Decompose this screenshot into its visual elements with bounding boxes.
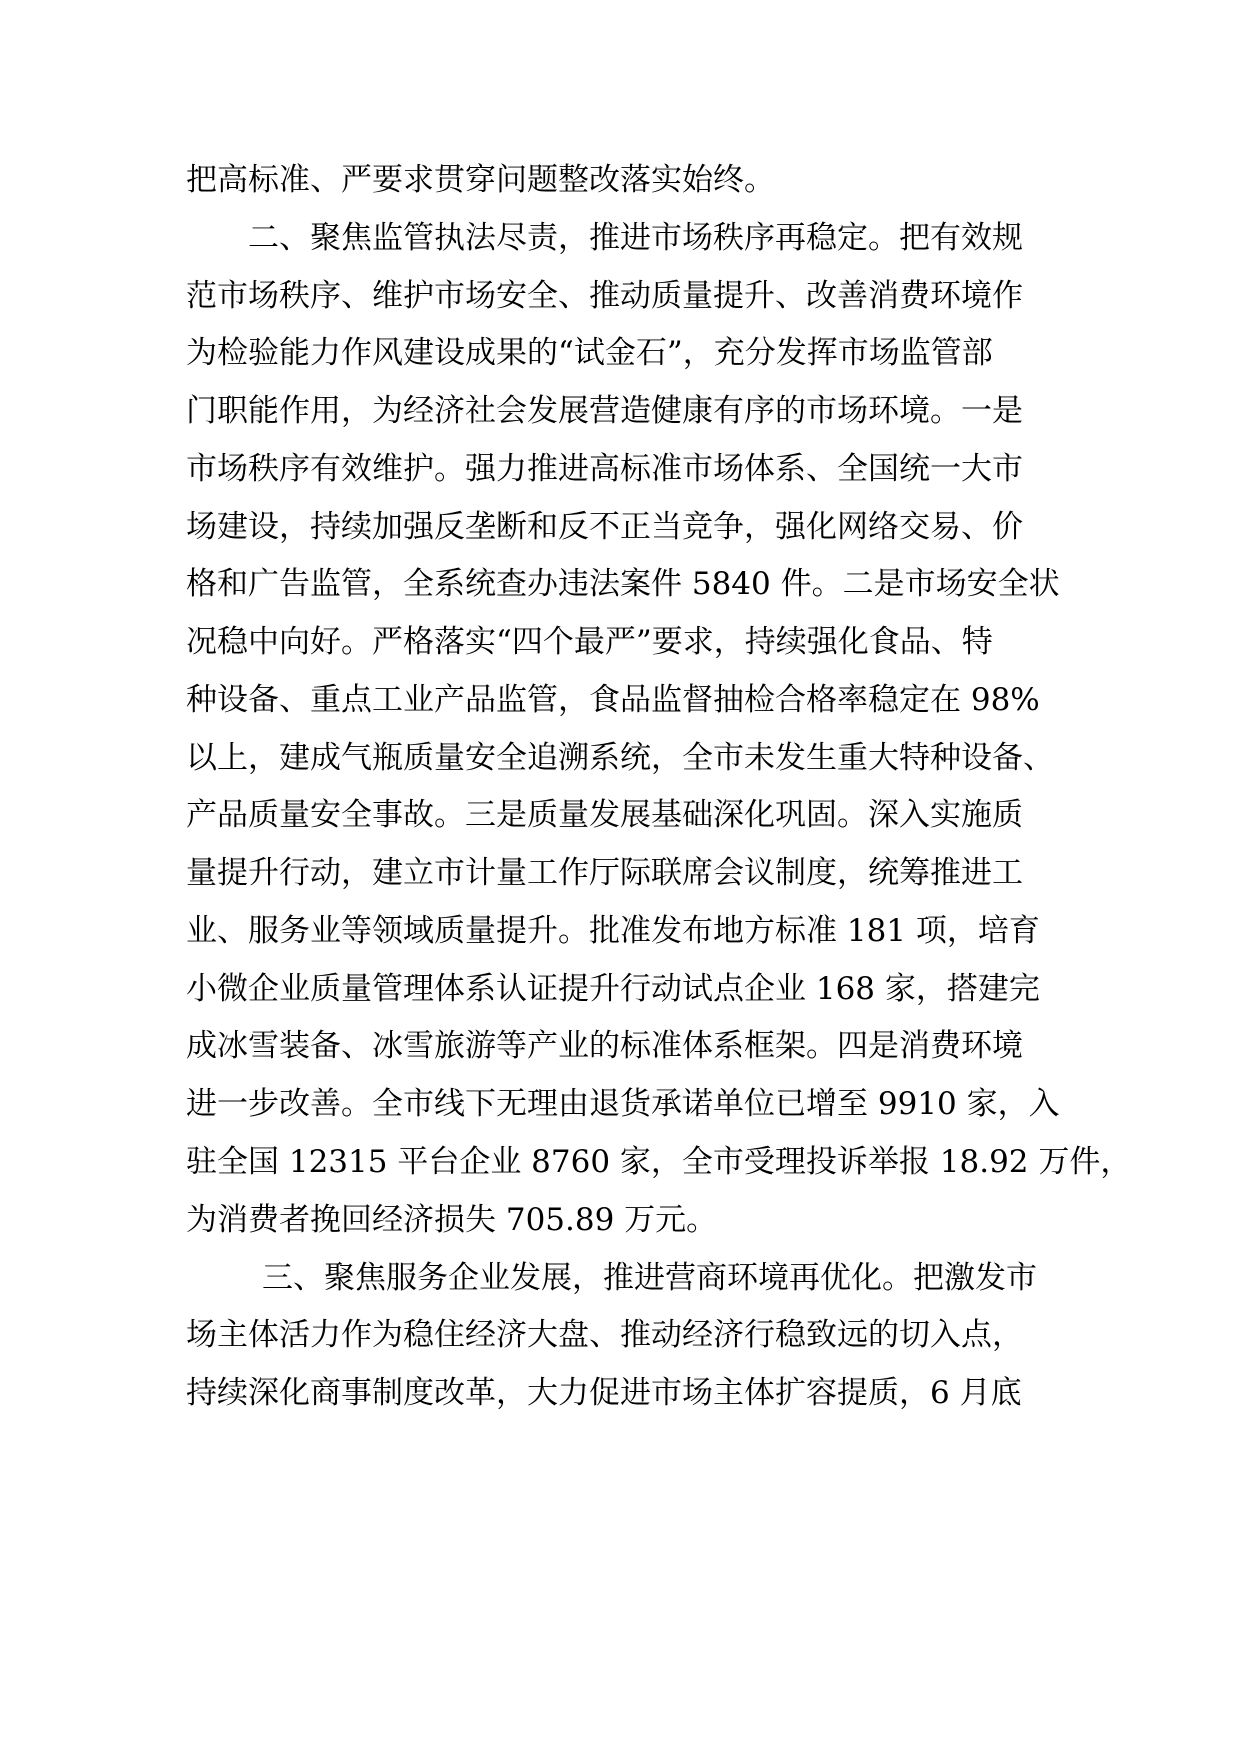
section-heading-2: 二、聚焦监管执法尽责，推进市场秩序再稳定。把有效规 xyxy=(248,220,1023,256)
text-line-8: 格和广告监管，全系统查办违法案件 5840 件。二是市场安全状 xyxy=(186,566,1060,602)
text-line-6: 市场秩序有效维护。强力推进高标准市场体系、全国统一大市 xyxy=(186,451,1023,487)
text-line-14: 业、服务业等领域质量提升。批准发布地方标准 181 项，培育 xyxy=(186,913,1040,949)
text-line-3: 范市场秩序、维护市场安全、推动质量提升、改善消费环境作 xyxy=(186,278,1023,314)
text-line-13: 量提升行动，建立市计量工作厅际联席会议制度，统筹推进工 xyxy=(186,855,1023,891)
text-line-1: 把高标准、严要求贯穿问题整改落实始终。 xyxy=(186,162,775,198)
text-line-5: 门职能作用，为经济社会发展营造健康有序的市场环境。一是 xyxy=(186,393,1023,429)
text-line-11: 以上，建成气瓶质量安全追溯系统，全市未发生重大特种设备、 xyxy=(186,740,1054,776)
text-line-15: 小微企业质量管理体系认证提升行动试点企业 168 家，搭建完 xyxy=(186,971,1040,1007)
text-line-4: 为检验能力作风建设成果的“试金石”，充分发挥市场监管部 xyxy=(186,335,993,371)
text-line-22: 持续深化商事制度改革，大力促进市场主体扩容提质，6 月底 xyxy=(186,1375,1022,1411)
text-line-12: 产品质量安全事故。三是质量发展基础深化巩固。深入实施质 xyxy=(186,797,1023,833)
text-line-16: 成冰雪装备、冰雪旅游等产业的标准体系框架。四是消费环境 xyxy=(186,1028,1023,1064)
text-line-18: 驻全国 12315 平台企业 8760 家，全市受理投诉举报 18.92 万件， xyxy=(186,1144,1132,1180)
text-line-10: 种设备、重点工业产品监管，食品监督抽检合格率稳定在 98% xyxy=(186,682,1040,718)
section-heading-3: 三、聚焦服务企业发展，推进营商环境再优化。把激发市 xyxy=(262,1260,1037,1296)
text-line-21: 场主体活力作为稳住经济大盘、推动经济行稳致远的切入点， xyxy=(186,1317,1023,1353)
text-line-7: 场建设，持续加强反垄断和反不正当竞争，强化网络交易、价 xyxy=(186,509,1023,545)
text-line-9: 况稳中向好。严格落实“四个最严”要求，持续强化食品、特 xyxy=(186,624,993,660)
text-line-17: 进一步改善。全市线下无理由退货承诺单位已增至 9910 家，入 xyxy=(186,1086,1060,1122)
text-line-19: 为消费者挽回经济损失 705.89 万元。 xyxy=(186,1202,718,1238)
